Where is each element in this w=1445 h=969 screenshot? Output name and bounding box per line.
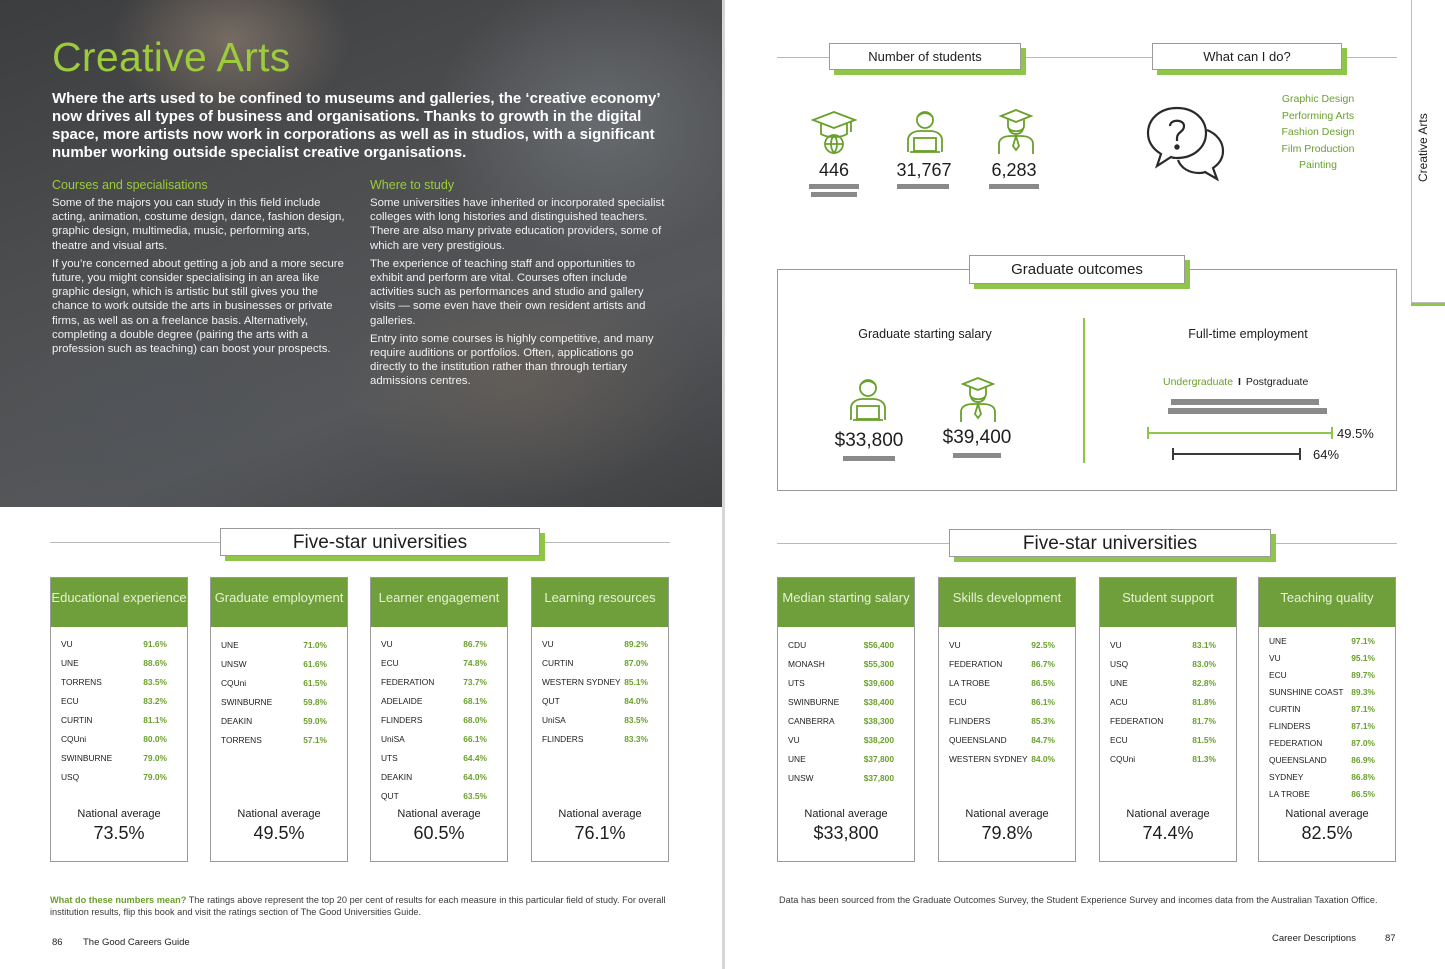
university-name: QUT — [381, 791, 399, 801]
university-name: LA TROBE — [949, 678, 990, 688]
courses-paragraph: If you’re concerned about getting a job and a more secure future, you might consider specialising in an area like graphic design, which is artistic but still gives you the chance to work outside the arts in businesses or private firms, as well as on a freelance basis. Alternatively, completing a double degree (pairing the arts with a profession such as teaching) can boost your prospects. — [52, 257, 344, 356]
university-score: 86.9% — [1351, 755, 1375, 765]
table-row — [61, 695, 167, 707]
rating-card — [1258, 577, 1396, 862]
university-name: UTS — [381, 753, 398, 763]
university-score: 91.6% — [143, 639, 167, 649]
national-average — [51, 808, 187, 844]
university-name: WESTERN SYDNEY — [949, 754, 1028, 764]
employment-postgraduate-value: 64% — [1313, 447, 1340, 462]
university-name: UNE — [61, 658, 79, 668]
graduate-outcomes-heading: Graduate outcomes — [969, 255, 1185, 284]
university-score: 83.3% — [624, 734, 648, 744]
career-list — [1253, 91, 1383, 174]
university-score: 86.5% — [1031, 678, 1055, 688]
five-star-heading: Five-star universities — [220, 528, 540, 556]
table-row — [221, 715, 327, 727]
university-score: 57.1% — [303, 735, 327, 745]
national-average-label: National average — [804, 808, 888, 820]
university-name: CURTIN — [542, 658, 574, 668]
university-name: WESTERN SYDNEY — [542, 677, 621, 687]
table-row — [381, 752, 487, 764]
university-score: 68.0% — [463, 715, 487, 725]
university-name: CQUni — [61, 734, 87, 744]
university-score: 84.0% — [624, 696, 648, 706]
university-name: TORRENS — [221, 735, 262, 745]
table-row — [61, 771, 167, 783]
employment-heading: Full-time employment — [1188, 327, 1308, 341]
where-text — [370, 196, 670, 393]
university-score: $56,400 — [863, 640, 894, 650]
table-row — [542, 657, 648, 669]
university-score: 89.2% — [624, 639, 648, 649]
university-score: 83.1% — [1192, 640, 1216, 650]
table-row — [381, 714, 487, 726]
university-name: CQUni — [221, 678, 247, 688]
national-average-value: 82.5% — [1301, 823, 1353, 843]
university-name: SYDNEY — [1269, 772, 1304, 782]
legend-separator: I — [1237, 376, 1241, 388]
university-name: UNSW — [221, 659, 247, 669]
salary-undergraduate: $33,800 — [834, 430, 904, 451]
bar-tick — [1299, 448, 1301, 460]
university-name: UNE — [1110, 678, 1128, 688]
national-average — [778, 808, 914, 844]
university-name: VU — [1269, 653, 1281, 663]
national-average-value: 76.1% — [574, 823, 626, 843]
university-score: 81.8% — [1192, 697, 1216, 707]
national-average — [939, 808, 1075, 844]
bar-tick — [1331, 427, 1333, 439]
university-name: SWINBURNE — [788, 697, 840, 707]
university-name: CDU — [788, 640, 807, 650]
university-name: VU — [61, 639, 73, 649]
national-average-label: National average — [237, 808, 321, 820]
students-undergraduate-count: 446 — [818, 160, 850, 180]
university-score: 85.1% — [624, 677, 648, 687]
table-row — [381, 676, 487, 688]
university-score: $38,300 — [863, 716, 894, 726]
university-name: FLINDERS — [949, 716, 991, 726]
university-name: UNSW — [788, 773, 814, 783]
table-row — [788, 753, 894, 765]
rating-card-title: Educational experience — [51, 578, 187, 627]
table-row — [1269, 652, 1375, 664]
university-name: ECU — [1110, 735, 1128, 745]
university-name: QUEENSLAND — [949, 735, 1007, 745]
bar-tick — [1172, 448, 1174, 460]
page-number: 87 — [1385, 933, 1396, 944]
national-average — [371, 808, 507, 844]
career-item: Film Production — [1281, 142, 1355, 155]
table-row — [1110, 734, 1216, 746]
rating-card — [531, 577, 669, 862]
table-row — [381, 771, 487, 783]
salary-heading: Graduate starting salary — [858, 327, 992, 341]
table-row — [221, 734, 327, 746]
employment-undergraduate-value: 49.5% — [1337, 426, 1374, 441]
hero-image-panel — [0, 0, 723, 507]
book-title: The Good Careers Guide — [83, 937, 190, 948]
rating-rows — [211, 627, 347, 799]
national-average — [211, 808, 347, 844]
university-score: 86.5% — [1351, 789, 1375, 799]
page-title: Creative Arts — [52, 34, 291, 80]
university-name: ECU — [61, 696, 79, 706]
employment-legend — [1163, 376, 1308, 388]
university-name: SWINBURNE — [61, 753, 113, 763]
university-name: ECU — [1269, 670, 1287, 680]
university-score: 83.2% — [143, 696, 167, 706]
university-name: QUT — [542, 696, 560, 706]
students-total-count: 31,767 — [896, 160, 952, 180]
university-score: 79.0% — [143, 772, 167, 782]
outcomes-divider — [1083, 318, 1085, 463]
footnote — [50, 894, 670, 918]
salary-postgraduate: $39,400 — [942, 427, 1012, 448]
university-name: ADELAIDE — [381, 696, 423, 706]
university-score: 59.0% — [303, 716, 327, 726]
rating-card-title: Student support — [1100, 578, 1236, 627]
table-row — [381, 695, 487, 707]
national-average-value: 74.4% — [1142, 823, 1194, 843]
courses-text — [52, 196, 347, 360]
university-name: UTS — [788, 678, 805, 688]
stat-underline — [953, 453, 1001, 458]
courses-heading: Courses and specialisations — [52, 178, 208, 192]
table-row — [949, 715, 1055, 727]
table-row — [949, 734, 1055, 746]
university-score: 74.8% — [463, 658, 487, 668]
national-average-value: 60.5% — [413, 823, 465, 843]
university-name: CURTIN — [61, 715, 93, 725]
table-row — [221, 677, 327, 689]
table-row — [381, 790, 487, 802]
where-paragraph: Entry into some courses is highly competitive, and many require auditions or portfolios. Often, applications go directly to the institution rather than through tertiary admissions centres. — [370, 332, 654, 388]
university-name: VU — [381, 639, 393, 649]
university-score: 83.5% — [143, 677, 167, 687]
university-name: QUEENSLAND — [1269, 755, 1327, 765]
university-score: 81.7% — [1192, 716, 1216, 726]
table-row — [542, 733, 648, 745]
national-average — [1100, 808, 1236, 844]
university-name: ACU — [1110, 697, 1128, 707]
national-average-value: 49.5% — [253, 823, 305, 843]
career-item: Painting — [1299, 159, 1337, 171]
table-row — [221, 696, 327, 708]
university-score: 68.1% — [463, 696, 487, 706]
table-row — [788, 772, 894, 784]
university-score: 87.0% — [1351, 738, 1375, 748]
university-score: 86.8% — [1351, 772, 1375, 782]
page-number: 86 — [52, 937, 63, 948]
table-row — [1269, 788, 1375, 800]
university-score: $38,400 — [863, 697, 894, 707]
university-score: 87.1% — [1351, 704, 1375, 714]
table-row — [1110, 677, 1216, 689]
graduate-laptop-icon — [845, 376, 891, 424]
university-score: 80.0% — [143, 734, 167, 744]
university-score: $39,600 — [863, 678, 894, 688]
rating-rows — [371, 627, 507, 799]
table-row — [542, 638, 648, 650]
table-row — [1269, 737, 1375, 749]
table-row — [949, 658, 1055, 670]
where-paragraph: The experience of teaching staff and opportunities to exhibit and perform are vital. Courses often include activities such as performances and studio and gallery visits — some even have their own resident artists and galleries. — [370, 257, 646, 327]
university-score: 82.8% — [1192, 678, 1216, 688]
table-row — [542, 695, 648, 707]
table-row — [788, 734, 894, 746]
table-row — [788, 715, 894, 727]
stat-underline — [843, 456, 895, 461]
university-name: CURTIN — [1269, 704, 1301, 714]
university-name: ECU — [949, 697, 967, 707]
table-row — [61, 752, 167, 764]
university-score: 85.3% — [1031, 716, 1055, 726]
rating-rows — [51, 627, 187, 799]
rating-rows — [939, 627, 1075, 799]
legend-underline — [1168, 408, 1327, 414]
five-star-heading: Five-star universities — [949, 529, 1271, 557]
university-score: 89.3% — [1351, 687, 1375, 697]
legend-undergraduate: Undergraduate — [1163, 376, 1234, 388]
university-name: UNE — [1269, 636, 1287, 646]
national-average-value: 79.8% — [981, 823, 1033, 843]
university-score: 84.0% — [1031, 754, 1055, 764]
national-average-label: National average — [397, 808, 481, 820]
table-row — [542, 714, 648, 726]
national-average — [532, 808, 668, 844]
university-name: FEDERATION — [1269, 738, 1323, 748]
table-row — [61, 638, 167, 650]
table-row — [949, 753, 1055, 765]
rating-rows — [778, 627, 914, 799]
intro-text: Where the arts used to be confined to museums and galleries, the ‘creative economy’ now drives all types of business and organisations. Thanks to growth in the digital space, more artists now work in corporations as well as in studios, with a significant number working outside specialist creative organisations. — [52, 90, 660, 161]
university-score: 87.1% — [1351, 721, 1375, 731]
graduate-cap-icon — [811, 108, 857, 156]
university-name: VU — [1110, 640, 1122, 650]
university-score: 83.5% — [624, 715, 648, 725]
right-page — [725, 0, 1445, 969]
national-average-label: National average — [77, 808, 161, 820]
table-row — [1110, 715, 1216, 727]
university-score: 81.1% — [143, 715, 167, 725]
university-name: FLINDERS — [381, 715, 423, 725]
table-row — [949, 677, 1055, 689]
university-score: 84.7% — [1031, 735, 1055, 745]
national-average-label: National average — [1285, 808, 1369, 820]
students-heading: Number of students — [829, 43, 1021, 70]
rating-rows — [532, 627, 668, 799]
table-row — [1110, 753, 1216, 765]
table-row — [1110, 696, 1216, 708]
rating-card — [50, 577, 188, 862]
table-row — [1269, 720, 1375, 732]
rating-rows — [1100, 627, 1236, 799]
table-row — [221, 658, 327, 670]
table-row — [1269, 703, 1375, 715]
national-average-label: National average — [965, 808, 1049, 820]
stat-underline — [989, 184, 1039, 189]
table-row — [61, 733, 167, 745]
table-row — [1269, 754, 1375, 766]
what-can-i-do-heading: What can I do? — [1152, 43, 1342, 70]
footnote-text: The ratings above represent the top 20 per cent of results for each measure in this particular field of study. For overall institution results, flip this book and visit the ratings section of The Good Universities Guide. — [50, 895, 666, 917]
university-score: 87.0% — [624, 658, 648, 668]
legend-underline — [1171, 399, 1319, 405]
university-score: 63.5% — [463, 791, 487, 801]
where-heading: Where to study — [370, 178, 455, 192]
table-row — [949, 696, 1055, 708]
university-score: 97.1% — [1351, 636, 1375, 646]
university-name: DEAKIN — [221, 716, 253, 726]
university-name: UniSA — [542, 715, 566, 725]
university-score: 59.8% — [303, 697, 327, 707]
employment-undergraduate-bar — [1147, 432, 1331, 434]
university-name: TORRENS — [61, 677, 102, 687]
university-score: 73.7% — [463, 677, 487, 687]
rating-card — [370, 577, 508, 862]
university-name: UNE — [221, 640, 239, 650]
table-row — [542, 676, 648, 688]
question-bubble-icon — [1145, 104, 1225, 182]
university-name: FEDERATION — [1110, 716, 1164, 726]
national-average — [1259, 808, 1395, 844]
university-name: USQ — [61, 772, 80, 782]
university-score: 79.0% — [143, 753, 167, 763]
university-score: 86.1% — [1031, 697, 1055, 707]
table-row — [1269, 635, 1375, 647]
career-item: Performing Arts — [1281, 109, 1355, 122]
rating-card-title: Teaching quality — [1259, 578, 1395, 627]
table-row — [788, 696, 894, 708]
university-name: USQ — [1110, 659, 1129, 669]
university-score: 86.7% — [463, 639, 487, 649]
stat-underline — [811, 192, 857, 197]
university-name: VU — [949, 640, 961, 650]
rating-card — [777, 577, 915, 862]
postgraduate-icon — [993, 108, 1039, 156]
table-row — [1110, 639, 1216, 651]
university-name: FLINDERS — [542, 734, 584, 744]
university-score: 92.5% — [1031, 640, 1055, 650]
students-postgraduate-count: 6,283 — [991, 160, 1037, 180]
bar-tick — [1147, 427, 1149, 439]
table-row — [381, 638, 487, 650]
university-name: LA TROBE — [1269, 789, 1310, 799]
university-score: $55,300 — [863, 659, 894, 669]
rating-card-title: Learning resources — [532, 578, 668, 627]
footnote-lead: What do these numbers mean? — [50, 895, 187, 905]
university-score: 71.0% — [303, 640, 327, 650]
university-score: 66.1% — [463, 734, 487, 744]
university-score: $37,800 — [863, 754, 894, 764]
table-row — [788, 677, 894, 689]
table-row — [1269, 686, 1375, 698]
employment-postgraduate-bar — [1172, 453, 1299, 455]
university-name: VU — [542, 639, 554, 649]
university-score: 83.0% — [1192, 659, 1216, 669]
university-name: CQUni — [1110, 754, 1136, 764]
university-name: ECU — [381, 658, 399, 668]
table-row — [1269, 669, 1375, 681]
university-name: MONASH — [788, 659, 825, 669]
section-name: Career Descriptions — [1272, 933, 1356, 944]
legend-postgraduate: Postgraduate — [1245, 376, 1309, 388]
rating-card — [210, 577, 348, 862]
graduate-laptop-icon — [902, 108, 948, 156]
rating-card-title: Median starting salary — [778, 578, 914, 627]
national-average-value: $33,800 — [813, 823, 879, 843]
table-row — [61, 714, 167, 726]
university-score: 61.6% — [303, 659, 327, 669]
university-score: 86.7% — [1031, 659, 1055, 669]
university-score: 81.5% — [1192, 735, 1216, 745]
university-score: 61.5% — [303, 678, 327, 688]
university-name: UNE — [788, 754, 806, 764]
rating-rows — [1259, 627, 1395, 799]
table-row — [381, 733, 487, 745]
university-name: SUNSHINE COAST — [1269, 687, 1344, 697]
university-score: 81.3% — [1192, 754, 1216, 764]
university-score: 88.6% — [143, 658, 167, 668]
rating-card-title: Graduate employment — [211, 578, 347, 627]
university-score: 89.7% — [1351, 670, 1375, 680]
university-score: 95.1% — [1351, 653, 1375, 663]
stat-underline — [897, 184, 949, 189]
table-row — [1110, 658, 1216, 670]
table-row — [221, 639, 327, 651]
university-score: 64.0% — [463, 772, 487, 782]
university-name: CANBERRA — [788, 716, 835, 726]
university-name: UniSA — [381, 734, 405, 744]
rating-card — [938, 577, 1076, 862]
university-score: 64.4% — [463, 753, 487, 763]
table-row — [949, 639, 1055, 651]
where-paragraph: Some universities have inherited or incorporated specialist colleges with long histories and distinguished teachers. There are also many private education providers, some of which are very prestigious. — [370, 197, 665, 252]
university-score: $37,800 — [863, 773, 894, 783]
courses-paragraph: Some of the majors you can study in this field include acting, animation, costume design, dance, fashion design, graphic design, multimedia, music, performing arts, theatre and visual arts. — [52, 197, 345, 252]
university-name: VU — [788, 735, 800, 745]
table-row — [381, 657, 487, 669]
national-average-value: 73.5% — [93, 823, 145, 843]
university-score: $38,200 — [863, 735, 894, 745]
rating-card-title: Skills development — [939, 578, 1075, 627]
footnote: Data has been sourced from the Graduate Outcomes Survey, the Student Experience Survey and incomes data from the Australian Taxation Office. — [779, 895, 1378, 905]
national-average-label: National average — [558, 808, 642, 820]
university-name: FEDERATION — [381, 677, 435, 687]
table-row — [788, 658, 894, 670]
university-name: DEAKIN — [381, 772, 413, 782]
postgraduate-icon — [955, 376, 1001, 424]
career-item: Graphic Design — [1281, 93, 1355, 105]
table-row — [61, 657, 167, 669]
university-name: FLINDERS — [1269, 721, 1311, 731]
table-row — [1269, 771, 1375, 783]
university-name: SWINBURNE — [221, 697, 273, 707]
career-item: Fashion Design — [1281, 126, 1355, 138]
rating-card — [1099, 577, 1237, 862]
national-average-label: National average — [1126, 808, 1210, 820]
rating-card-title: Learner engagement — [371, 578, 507, 627]
stat-underline — [809, 184, 859, 189]
university-name: FEDERATION — [949, 659, 1003, 669]
table-row — [61, 676, 167, 688]
side-tab-label: Creative Arts — [1416, 113, 1430, 182]
table-row — [788, 639, 894, 651]
